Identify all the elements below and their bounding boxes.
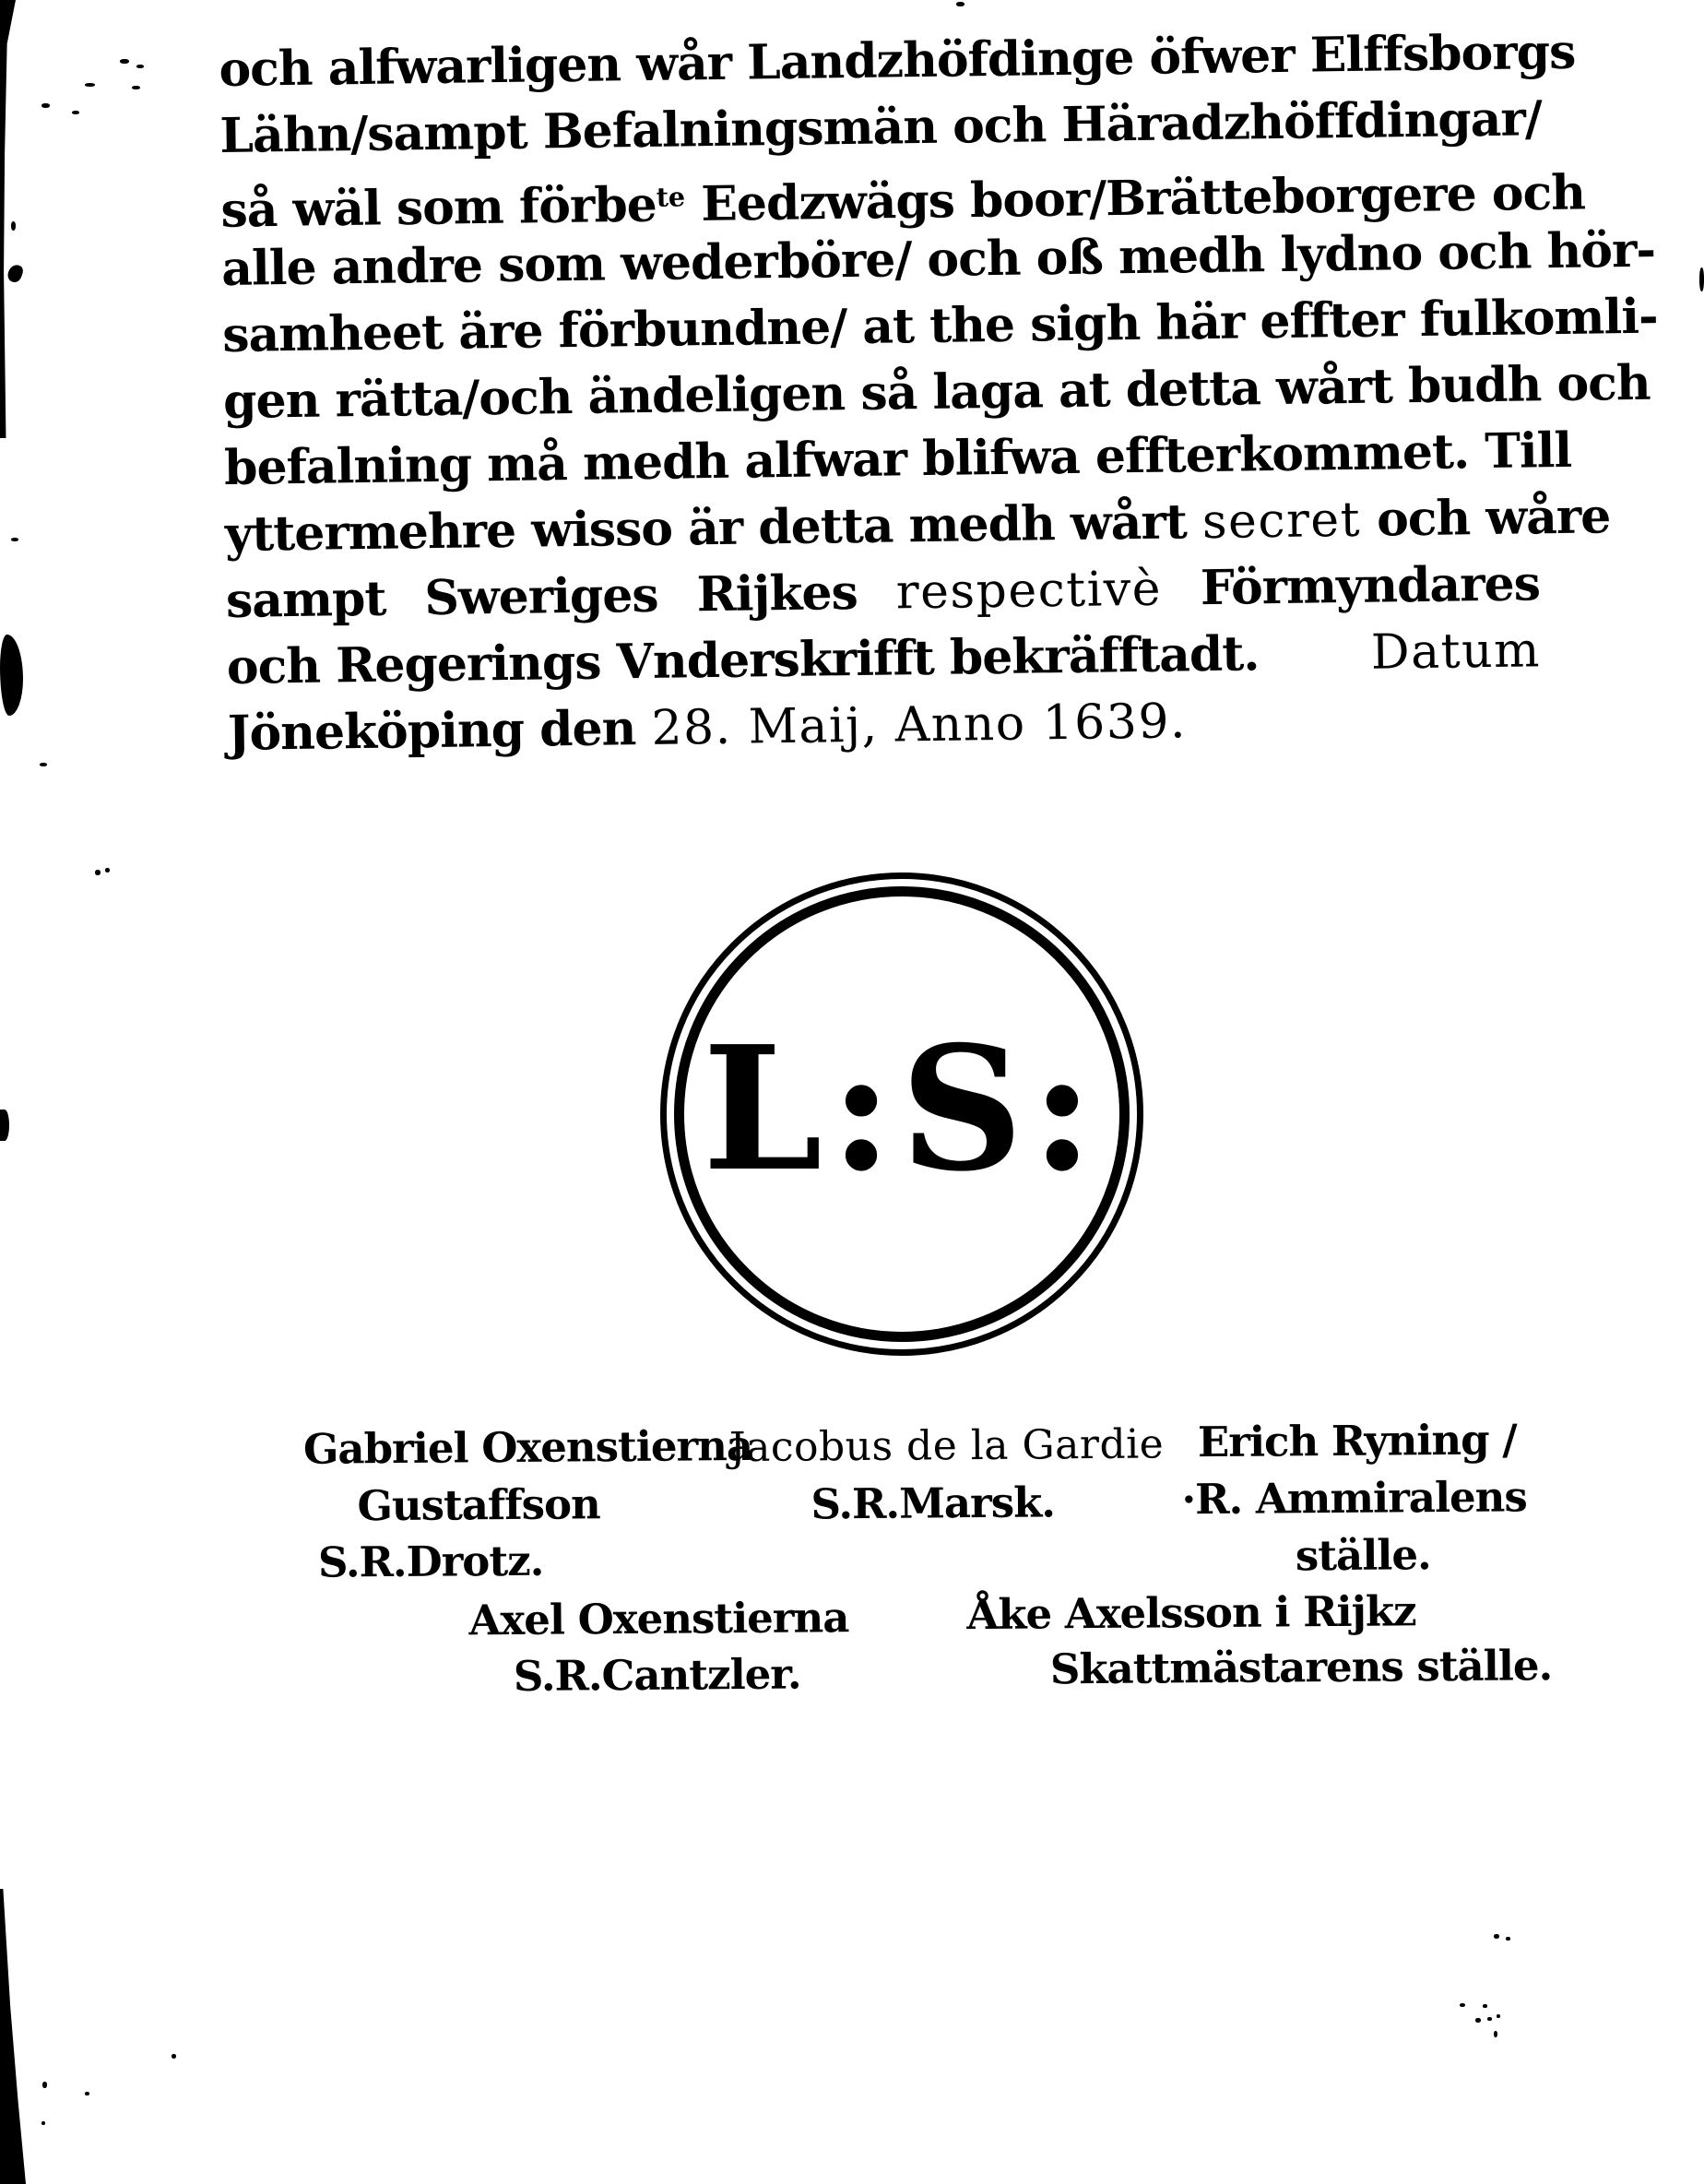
ink-speck — [1460, 2003, 1465, 2007]
ink-speck — [120, 59, 129, 64]
ink-speck — [1494, 2031, 1497, 2037]
signature-sr-drotz: S.R.Drotz. — [317, 1536, 544, 1587]
ink-speck — [956, 2, 964, 6]
body-text-segment: Lähn/sampt Befalningsmän och Häradzhöffdingar/ — [219, 90, 1543, 164]
ink-speck — [1483, 2004, 1487, 2008]
ink-speck — [1497, 2014, 1500, 2018]
signature-gustaffson: Gustaffson — [357, 1479, 600, 1531]
seal-label: L:S: — [702, 1008, 1102, 1209]
signature-ake-axelsson: Åke Axelsson i Rijkz — [966, 1586, 1416, 1640]
body-text-segment: samheet äre förbundne/ at the sigh här effter fulkomli- — [221, 288, 1658, 363]
ink-speck — [72, 111, 79, 114]
body-text-segment: så wäl som förbe — [220, 176, 657, 239]
body-text-segment: och alfwarligen wår Landzhöfdinge öfwer Elffsborgs — [219, 23, 1576, 98]
body-text-segment: Datum — [1370, 623, 1542, 681]
ink-speck — [42, 2082, 47, 2088]
ink-speck — [105, 868, 110, 872]
body-text-segment: och wåre — [1360, 488, 1611, 548]
ink-blot-left-lower — [0, 1110, 9, 1141]
body-text-segment: gen rätta/och ändeligen så laga at detta wårt budh och — [222, 354, 1651, 430]
signature-erich-ryning: Erich Ryning / — [1197, 1415, 1517, 1467]
signature-axel-oxenstierna: Axel Oxenstierna — [468, 1593, 849, 1645]
ink-speck — [136, 65, 144, 68]
signature-jacobus-de-la-gardie: Jacobus de la Gardie — [728, 1420, 1165, 1472]
ink-speck — [85, 83, 95, 87]
signature-sr-cantzler: S.R.Cantzler. — [513, 1649, 801, 1701]
signature-r-ammiralens: ·R. Ammiralens — [1181, 1472, 1527, 1525]
body-text-segment: Förmyndares — [1161, 555, 1541, 617]
signature-skattmastarens-stalle: Skattmästarens ställe. — [1049, 1641, 1553, 1694]
signature-sr-marsk: S.R.Marsk. — [811, 1478, 1056, 1529]
ink-speck — [95, 870, 101, 875]
body-text-segment: respectivè — [895, 561, 1163, 621]
ink-speck — [1475, 2018, 1481, 2023]
body-text-segment: och Regerings Vnderskrifft bekräfftadt. — [226, 625, 1260, 695]
body-text-segment: yttermehre wisso är detta medh wårt — [224, 493, 1203, 563]
ink-speck — [1487, 2017, 1492, 2021]
body-text-segment: sampt Sweriges Rijkes — [225, 564, 897, 629]
ink-speck — [172, 2054, 176, 2059]
signature-staelle: ställe. — [1295, 1530, 1431, 1581]
ink-speck — [132, 86, 140, 89]
ink-speck — [11, 538, 18, 541]
body-text-segment: secret — [1201, 492, 1362, 551]
body-text-segment: befalning må medh alfwar blifwa effterkommet. Till — [223, 421, 1572, 496]
body-text-segment: alle andre som wederböre/ och oß medh lydno och hör- — [220, 221, 1656, 297]
ink-speck — [1494, 1934, 1499, 1939]
body-text-segment: te — [656, 181, 686, 213]
ink-speck — [85, 2092, 89, 2095]
ink-speck — [1506, 1937, 1510, 1941]
ink-speck — [41, 103, 50, 108]
body-text-segment: 28. Maij, Anno 1639. — [651, 694, 1188, 756]
ink-speck — [1699, 267, 1704, 291]
body-text-segment: Eedzwägs boor/Brätteborgere och — [684, 164, 1586, 233]
body-text-segment: Jöneköping den — [227, 699, 652, 762]
ink-speck — [41, 2121, 45, 2125]
signature-gabriel-oxenstierna: Gabriel Oxenstierna — [302, 1420, 753, 1474]
ink-speck — [40, 763, 47, 766]
ink-speck — [11, 221, 16, 231]
